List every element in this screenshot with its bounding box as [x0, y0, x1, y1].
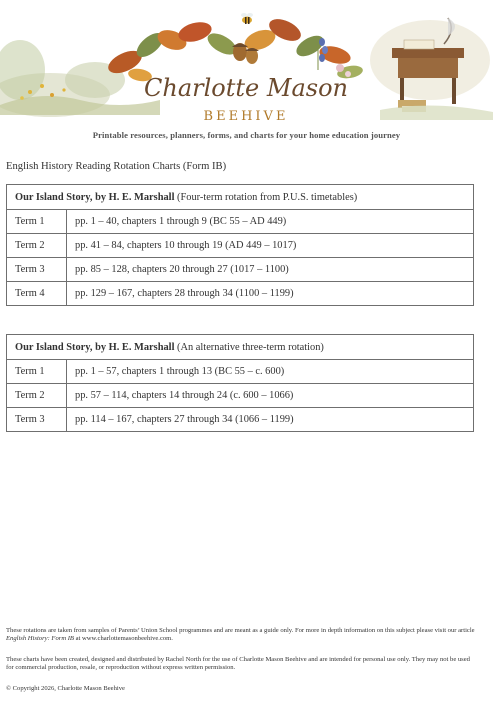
reading-cell: pp. 85 – 128, chapters 20 through 27 (1017 – 1100) [67, 258, 474, 282]
reading-cell: pp. 57 – 114, chapters 14 through 24 (c. 600 – 1066) [67, 384, 474, 408]
term-cell: Term 1 [7, 210, 67, 234]
four-term-rotation-table [6, 184, 474, 306]
document-title: English History Reading Rotation Charts (Form IB) [6, 161, 227, 172]
term-cell: Term 1 [7, 360, 67, 384]
term-cell: Term 2 [7, 384, 67, 408]
term-cell: Term 4 [7, 282, 67, 306]
writing-desk-illustration [370, 18, 493, 120]
footer-note-text: These rotations are taken from samples of Parents’ Union School programmes and are meant as a guide only. For more in depth information on this subject please visit our article [6, 627, 475, 634]
header-banner [0, 0, 493, 128]
three-term-rotation-table [6, 334, 474, 432]
article-title: English History: Form IB [6, 635, 74, 643]
reading-cell: pp. 1 – 57, chapters 1 through 13 (BC 55 – c. 600) [67, 360, 474, 384]
banner-illustration [0, 0, 493, 128]
footer-note-usage: These charts have been created, designed and distributed by Rachel North for the use of Charlotte Mason Beehive and are intended for personal use only. They may not be used for commercial production, resale, or reproduction without express written permission. [6, 656, 470, 672]
logo-wordmark: Charlotte Mason [144, 74, 348, 102]
reading-cell: pp. 1 – 40, chapters 1 through 9 (BC 55 – AD 449) [67, 210, 474, 234]
reading-cell: pp. 41 – 84, chapters 10 through 19 (AD 449 – 1017) [67, 234, 474, 258]
footer-note-text: at www.charlottemasonbeehive.com. [73, 635, 173, 643]
table-row [7, 258, 474, 282]
table-row [7, 282, 474, 306]
footer-note-source [6, 627, 476, 644]
tagline: Printable resources, planners, forms, and charts for your home education journey [92, 130, 401, 140]
copyright-notice: © Copyright 2026, Charlotte Mason Beehive [6, 685, 125, 692]
table-header-row [7, 185, 474, 210]
book-title: Our Island Story, by H. E. Marshall [15, 191, 175, 203]
table-row [7, 408, 474, 432]
book-title: Our Island Story, by H. E. Marshall [15, 341, 175, 353]
reading-cell: pp. 129 – 167, chapters 28 through 34 (1100 – 1199) [67, 282, 474, 306]
table-row [7, 210, 474, 234]
table-row [7, 234, 474, 258]
table-header-cell [7, 185, 474, 210]
table-header-row [7, 335, 474, 360]
table-header-cell [7, 335, 474, 360]
rotation-note: (An alternative three-term rotation) [174, 341, 324, 353]
table-row [7, 360, 474, 384]
term-cell: Term 3 [7, 408, 67, 432]
bee-icon [241, 13, 253, 24]
table-row [7, 384, 474, 408]
term-cell: Term 3 [7, 258, 67, 282]
rotation-note: (Four-term rotation from P.U.S. timetables) [174, 191, 358, 203]
logo-subwordmark: BEEHIVE [203, 109, 289, 124]
reading-cell: pp. 114 – 167, chapters 27 through 34 (1066 – 1199) [67, 408, 474, 432]
term-cell: Term 2 [7, 234, 67, 258]
